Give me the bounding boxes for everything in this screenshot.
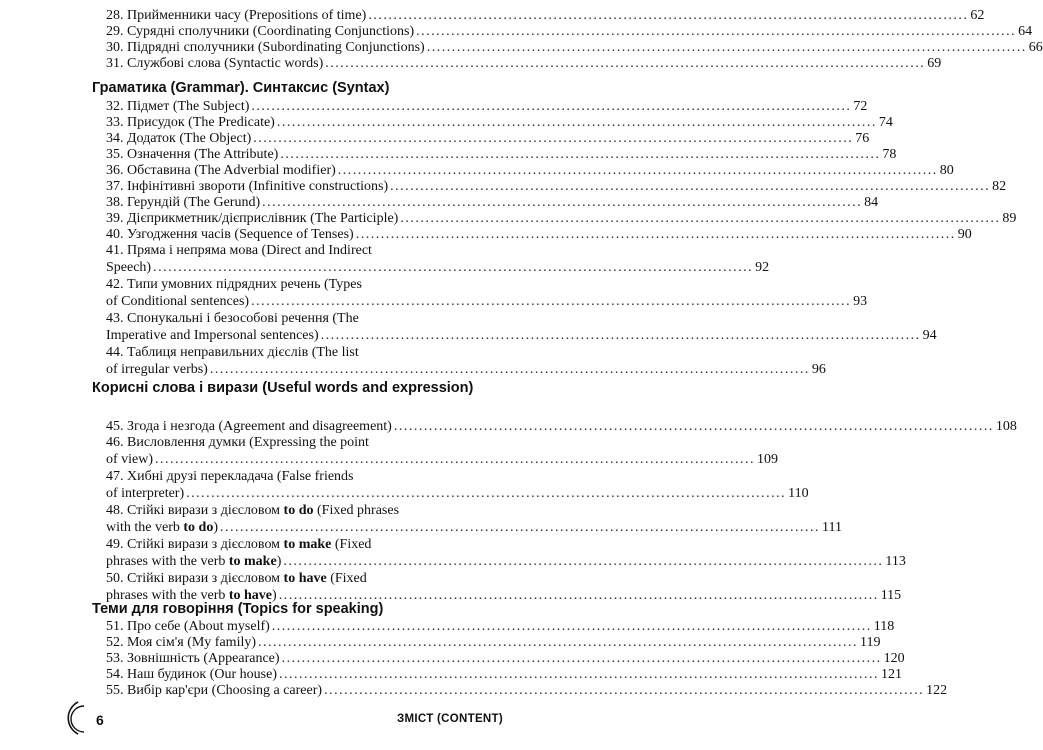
dot-leader: ........................................................................................................................ (276, 115, 877, 130)
dot-leader: ........................................................................................................................ (393, 419, 994, 434)
toc-entry-number: 33. (106, 115, 127, 130)
toc-entry-text: 46. Висловлення думки (Expressing the point (106, 435, 369, 450)
toc-entry-line (106, 179, 1007, 196)
toc-entry-text: 53. Зовнішність (Appearance) (106, 651, 280, 666)
toc-entry-number: 53. (106, 651, 127, 666)
toc-entry-line (106, 163, 954, 180)
toc-entry-line (106, 571, 502, 588)
toc-entry-line (106, 115, 893, 132)
dot-leader: ........................................................................................................................ (337, 163, 938, 178)
toc-entry-text: 41. Пряма і непряма мова (Direct and Indirect (106, 243, 372, 258)
dot-leader: ........................................................................................................................ (271, 619, 872, 634)
toc-entry-line (106, 553, 906, 571)
toc-entry-page: 108 (995, 419, 1017, 434)
toc-entry-line (106, 99, 868, 116)
toc-entry-text: 33. Присудок (The Predicate) (106, 115, 275, 130)
toc-entry-number: 40. (106, 227, 127, 242)
toc-entry-line (106, 651, 905, 668)
toc-entry[interactable] (106, 179, 1007, 196)
toc-entry-line (106, 243, 502, 260)
toc-entry[interactable] (106, 469, 809, 502)
toc-entry-page: 64 (1018, 24, 1033, 39)
toc-entry-page: 111 (822, 519, 842, 535)
toc-entry-number: 38. (106, 195, 127, 210)
toc-entry-text: 34. Додаток (The Object) (106, 131, 252, 146)
toc-entry-page: 115 (880, 587, 902, 603)
toc-entry-text: 31. Службові слова (Syntactic words) (106, 56, 324, 71)
toc-entry-page: 72 (853, 99, 868, 114)
toc-entry-page: 121 (880, 667, 902, 682)
toc-entry-number: 47. (106, 469, 127, 484)
toc-entry[interactable] (106, 277, 868, 310)
toc-entry-line (106, 227, 972, 244)
toc-entry-text: 40. Узгодження часів (Sequence of Tenses) (106, 227, 354, 242)
toc-entry-line (106, 131, 870, 148)
toc-entry-page: 94 (922, 327, 937, 343)
toc-entry-page: 78 (882, 147, 897, 162)
toc-entry-text: of view) (106, 451, 154, 467)
dot-leader: ........................................................................................................................ (278, 667, 879, 682)
toc-entry-page: 80 (939, 163, 954, 178)
dot-leader: ........................................................................................................................ (220, 519, 820, 535)
toc-entry-page: 110 (788, 485, 809, 501)
toc-entry-page: 93 (853, 293, 868, 309)
toc-entry-page: 66 (1028, 40, 1043, 55)
dot-leader: ........................................................................................................................ (283, 553, 884, 569)
section-heading: Граматика (Grammar). Синтаксис (Syntax) (92, 80, 390, 96)
section-heading: Теми для говоріння (Topics for speaking) (92, 601, 384, 617)
toc-entry-number: 48. (106, 503, 127, 518)
toc-entry-text: of irregular verbs) (106, 361, 208, 377)
toc-entry-number: 54. (106, 667, 127, 682)
toc-entry-number: 50. (106, 571, 127, 586)
toc-entry-text: 28. Прийменники часу (Prepositions of time) (106, 8, 367, 23)
toc-entry-line (106, 195, 879, 212)
toc-entry-line (106, 435, 502, 452)
toc-entry[interactable] (106, 115, 893, 132)
toc-entry-text: with the verb to do) (106, 519, 218, 535)
toc-entry-text: 51. Про себе (About myself) (106, 619, 270, 634)
dot-leader: ........................................................................................................................ (258, 635, 859, 650)
toc-entry-number: 35. (106, 147, 127, 162)
toc-entry-line (106, 259, 770, 277)
toc-entry-line (106, 361, 826, 379)
toc-entry[interactable] (106, 24, 1033, 41)
toc-entry-text: phrases with the verb to make) (106, 553, 282, 569)
toc-entry-line (106, 8, 985, 25)
toc-entry-line (106, 24, 1033, 41)
toc-entry[interactable] (106, 211, 1017, 228)
toc-entry-text: 49. Стійкі вирази з дієсловом to make (Fixed (106, 537, 372, 552)
toc-entry[interactable] (106, 147, 897, 164)
toc-entry-page: 84 (864, 195, 879, 210)
toc-entry-number: 41. (106, 243, 127, 258)
dot-leader: ........................................................................................................................ (251, 99, 852, 114)
toc-entry[interactable] (106, 435, 779, 468)
dot-leader: ........................................................................................................................ (324, 683, 925, 698)
toc-entry-number: 37. (106, 179, 127, 194)
toc-entry[interactable] (106, 419, 1017, 436)
toc-entry[interactable] (106, 227, 972, 244)
toc-entry-text: of Conditional sentences) (106, 293, 250, 309)
toc-entry-text: phrases with the verb to have) (106, 587, 277, 603)
toc-entry-text: 30. Підрядні сполучники (Subordinating Conjunctions) (106, 40, 425, 55)
toc-entry[interactable] (106, 8, 985, 25)
toc-entry-text: 39. Дієприкметник/дієприслівник (The Participle) (106, 211, 399, 226)
toc-entry[interactable] (106, 667, 902, 684)
toc-entry-line (106, 667, 902, 684)
toc-entry-line (106, 619, 895, 636)
toc-entry-number: 49. (106, 537, 127, 552)
toc-entry-number: 36. (106, 163, 127, 178)
toc-entry-page: 109 (757, 451, 779, 467)
toc-entry-line (106, 451, 779, 469)
toc-entry-page: 69 (927, 56, 942, 71)
toc-entry-text: of interpreter) (106, 485, 185, 501)
toc-entry-text: Imperative and Impersonal sentences) (106, 327, 319, 343)
toc-entry-text: 44. Таблиця неправильних дієслів (The list (106, 345, 359, 360)
toc-entry-page: 92 (755, 259, 770, 275)
toc-entry[interactable] (106, 99, 868, 116)
toc-entry-text: 36. Обставина (The Adverbial modifier) (106, 163, 336, 178)
toc-entry[interactable] (106, 635, 881, 652)
toc-entry-text: Speech) (106, 259, 152, 275)
toc-entry-page: 82 (992, 179, 1007, 194)
toc-entry-page: 62 (970, 8, 985, 23)
toc-entry[interactable] (106, 503, 842, 536)
toc-entry-line (106, 277, 502, 294)
dot-leader: ........................................................................................................................ (400, 211, 1001, 226)
dot-leader: ........................................................................................................................ (209, 361, 810, 377)
toc-entry-number: 42. (106, 277, 127, 292)
toc-entry-number: 34. (106, 131, 127, 146)
toc-entry-text: 50. Стійкі вирази з дієсловом to have (Fixed (106, 571, 367, 586)
toc-entry-text: 37. Інфінітивні звороти (Infinitive constructions) (106, 179, 389, 194)
dot-leader: ........................................................................................................................ (320, 327, 921, 343)
toc-entry-page: 76 (855, 131, 870, 146)
dot-leader: ........................................................................................................................ (262, 195, 863, 210)
toc-entry-line (106, 211, 1017, 228)
toc-entry-line (106, 485, 809, 503)
toc-entry-number: 55. (106, 683, 127, 698)
toc-entry-line (106, 311, 502, 328)
toc-entry-line (106, 56, 942, 73)
toc-entry[interactable] (106, 195, 879, 212)
toc-entry-page: 89 (1002, 211, 1017, 226)
toc-entry-page: 118 (873, 619, 895, 634)
toc-entry-page: 90 (957, 227, 972, 242)
toc-entry-page: 122 (926, 683, 948, 698)
toc-entry-line (106, 469, 502, 486)
toc-entry-number: 29. (106, 24, 127, 39)
dot-leader: ........................................................................................................................ (278, 587, 879, 603)
toc-entry-page: 113 (885, 553, 906, 569)
dot-leader: ........................................................................................................................ (355, 227, 956, 242)
toc-entry[interactable] (106, 537, 906, 570)
toc-entry-line (106, 327, 937, 345)
toc-entry[interactable] (106, 131, 870, 148)
toc-entry-number: 43. (106, 311, 127, 326)
toc-entry-number: 39. (106, 211, 127, 226)
toc-entry-line (106, 635, 881, 652)
toc-entry-number: 52. (106, 635, 127, 650)
toc-entry[interactable] (106, 56, 942, 73)
toc-entry-text: 32. Підмет (The Subject) (106, 99, 250, 114)
toc-entry-line (106, 419, 1017, 436)
toc-entry-text: 47. Хибні друзі перекладача (False friends (106, 469, 354, 484)
toc-entry-number: 46. (106, 435, 127, 450)
toc-entry-text: 45. Згода і незгода (Agreement and disagreement) (106, 419, 392, 434)
toc-entry-line (106, 519, 842, 537)
toc-entry[interactable] (106, 163, 954, 180)
toc-entry[interactable] (106, 311, 937, 344)
dot-leader: ........................................................................................................................ (186, 485, 787, 501)
toc-entry-number: 44. (106, 345, 127, 360)
toc-entry-page: 96 (811, 361, 826, 377)
toc-entry-text: 54. Наш будинок (Our house) (106, 667, 277, 682)
toc-entry[interactable] (106, 243, 770, 276)
toc-entry[interactable] (106, 345, 826, 378)
toc-entry-line (106, 503, 502, 520)
toc-entry-number: 32. (106, 99, 127, 114)
toc-entry-line (106, 147, 897, 164)
toc-entry-text: 42. Типи умовних підрядних речень (Types (106, 277, 362, 292)
dot-leader: ........................................................................................................................ (280, 147, 881, 162)
dot-leader: ........................................................................................................................ (368, 8, 969, 23)
toc-entry-text: 55. Вибір кар'єри (Choosing a career) (106, 683, 323, 698)
toc-entry-text: 43. Спонукальні і безособові речення (The (106, 311, 359, 326)
dot-leader: ........................................................................................................................ (416, 24, 1017, 39)
toc-entry-line (106, 537, 502, 554)
toc-entry-number: 51. (106, 619, 127, 634)
toc-entry-page: 74 (878, 115, 893, 130)
toc-entry-text: 29. Сурядні сполучники (Coordinating Conjunctions) (106, 24, 415, 39)
toc-entry-page: 120 (883, 651, 905, 666)
toc-entry-number: 28. (106, 8, 127, 23)
toc-entry[interactable] (106, 619, 895, 636)
toc-entry-line (106, 293, 868, 311)
dot-leader: ........................................................................................................................ (426, 40, 1027, 55)
toc-entry[interactable] (106, 683, 948, 700)
running-title: ЗМІСТ (CONTENT) (397, 713, 503, 725)
toc-entry-text: 35. Означення (The Attribute) (106, 147, 279, 162)
toc-entry-page: 119 (860, 635, 881, 650)
toc-entry-number: 31. (106, 56, 127, 71)
toc-entry-line (106, 40, 1043, 57)
dot-leader: ........................................................................................................................ (390, 179, 991, 194)
dot-leader: ........................................................................................................................ (153, 259, 754, 275)
toc-entry-number: 45. (106, 419, 127, 434)
dot-leader: ........................................................................................................................ (251, 293, 852, 309)
toc-entry-line (106, 345, 502, 362)
dot-leader: ........................................................................................................................ (253, 131, 854, 146)
toc-entry-text: 48. Стійкі вирази з дієсловом to do (Fixed phrases (106, 503, 400, 518)
toc-entry-text: 52. Моя сім'я (My family) (106, 635, 257, 650)
dot-leader: ........................................................................................................................ (325, 56, 926, 71)
section-heading: Корисні слова і вирази (Useful words and expression) (92, 380, 474, 396)
dot-leader: ........................................................................................................................ (155, 451, 756, 467)
toc-entry[interactable] (106, 651, 905, 668)
page-number: 6 (96, 712, 104, 728)
toc-entry-line (106, 683, 948, 700)
dot-leader: ........................................................................................................................ (281, 651, 882, 666)
toc-entry[interactable] (106, 40, 1043, 57)
toc-entry-text: 38. Герундій (The Gerund) (106, 195, 261, 210)
toc-entry-number: 30. (106, 40, 127, 55)
